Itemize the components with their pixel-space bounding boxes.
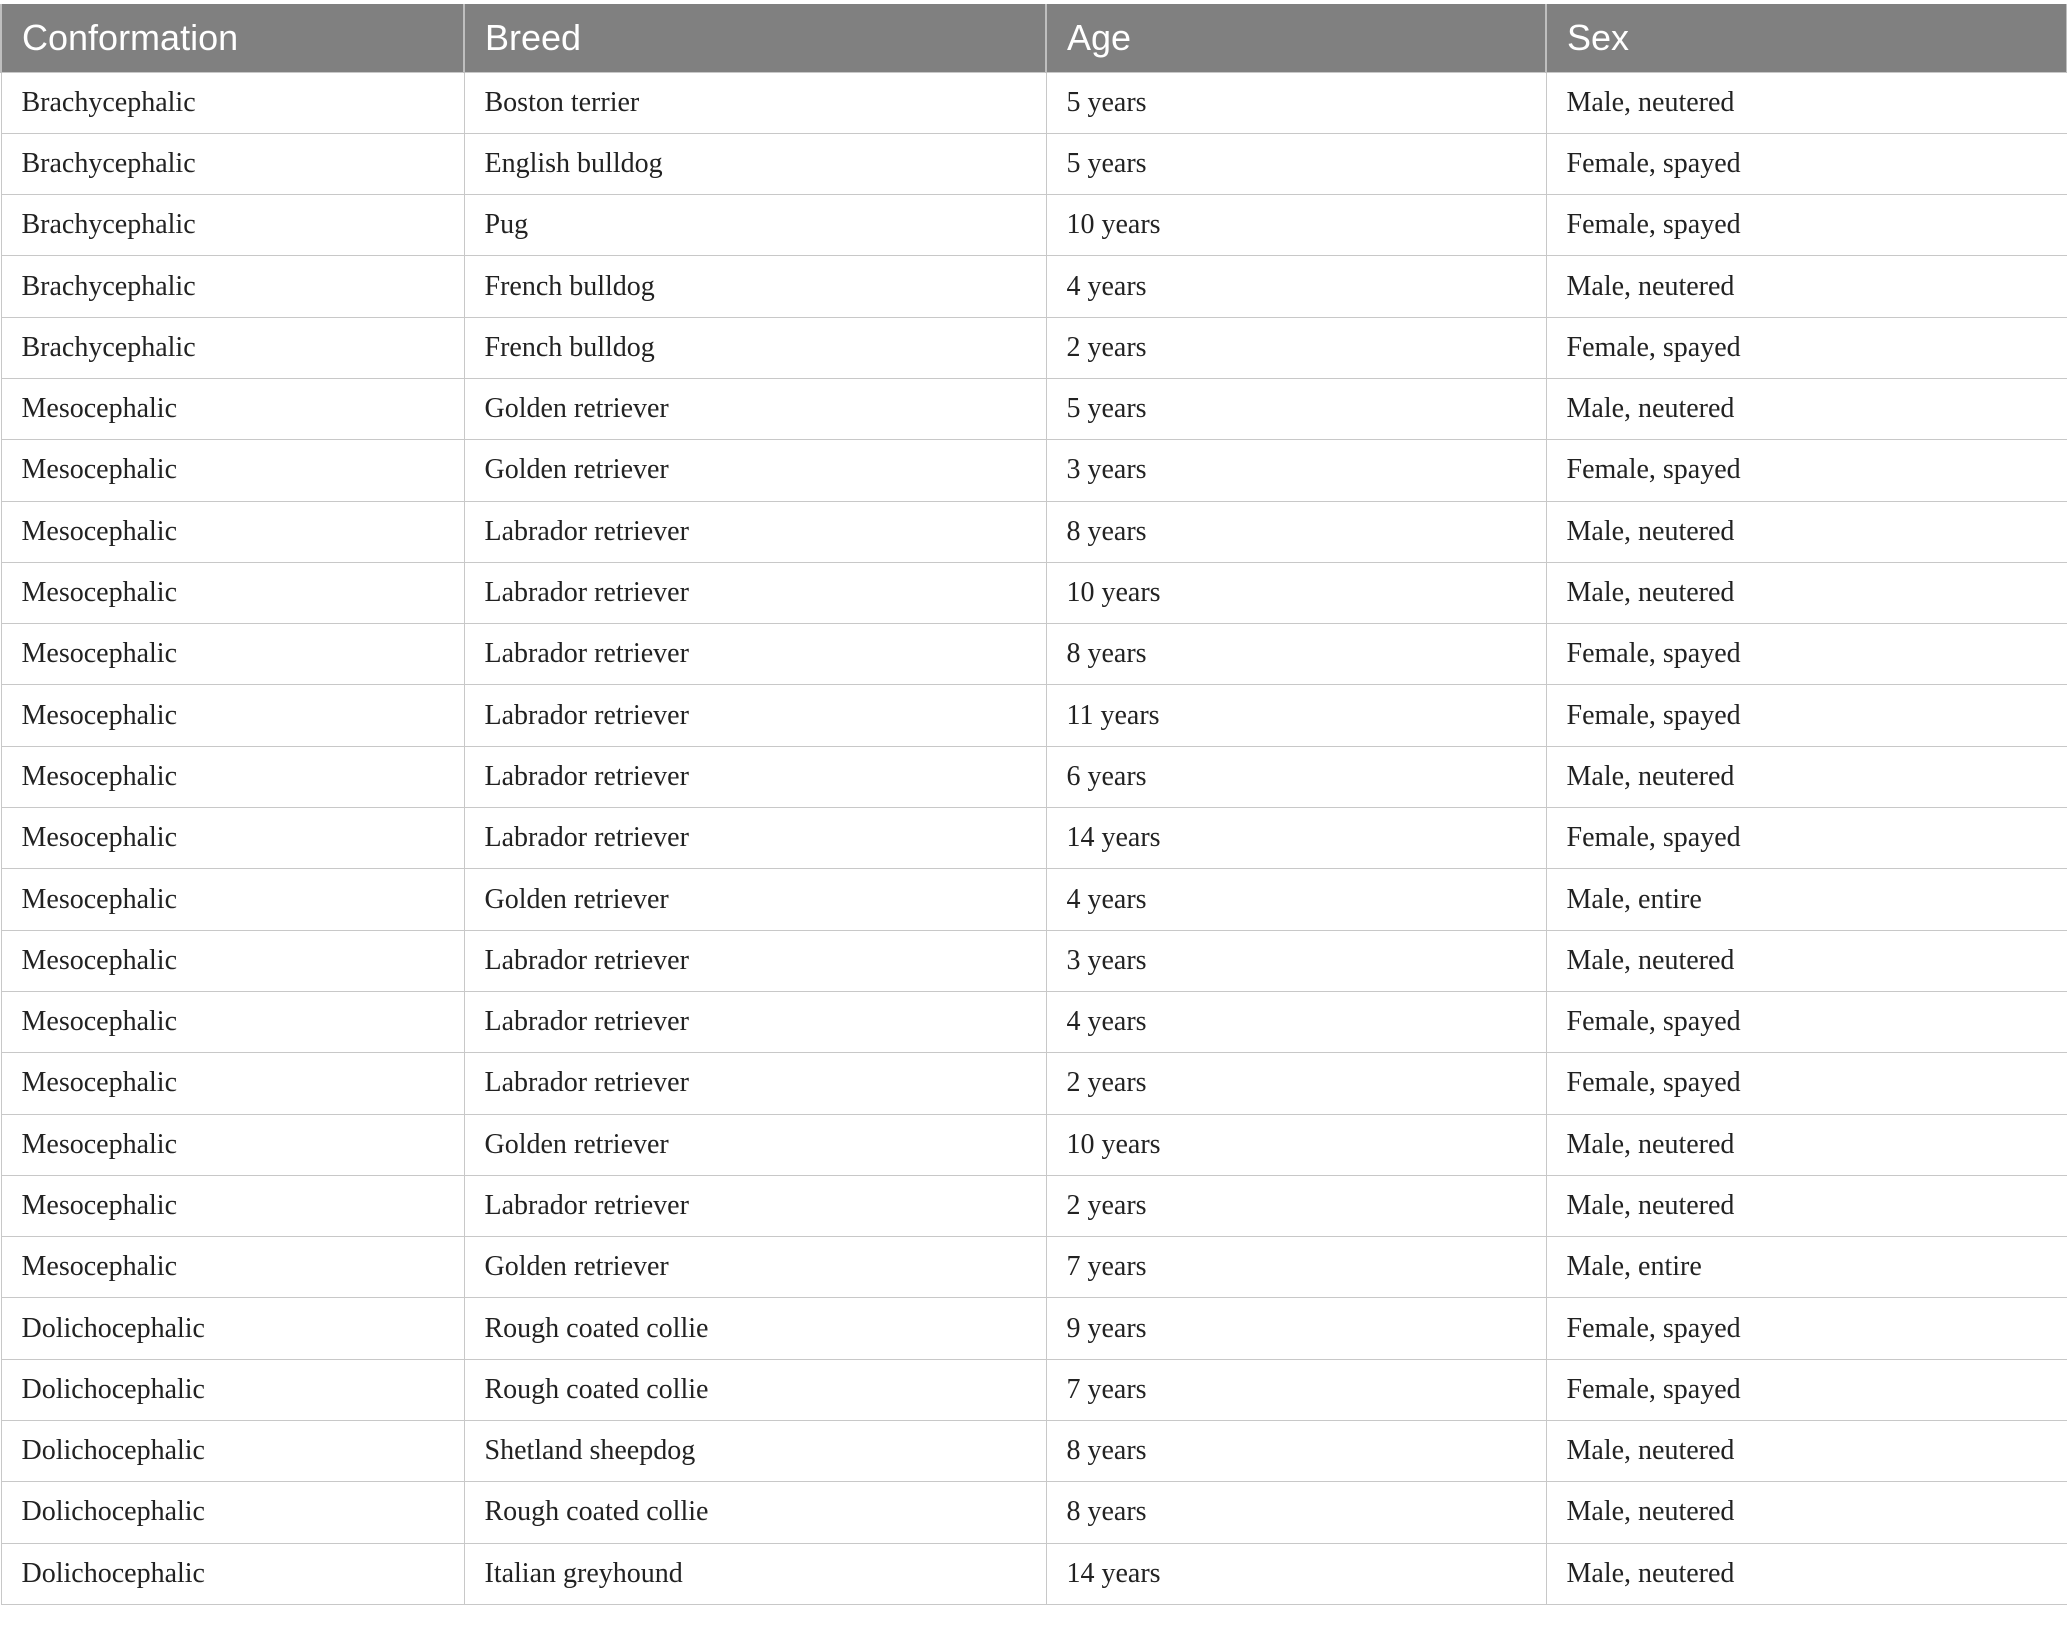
table-row xyxy=(1,624,2067,685)
cell-sex: Male, neutered xyxy=(1546,501,2067,562)
cell-breed: Rough coated collie xyxy=(464,1298,1046,1359)
cell-conformation: Brachycephalic xyxy=(1,72,464,133)
cell-conformation: Mesocephalic xyxy=(1,991,464,1052)
cell-conformation: Mesocephalic xyxy=(1,869,464,930)
cell-breed: Labrador retriever xyxy=(464,562,1046,623)
table-row xyxy=(1,1543,2067,1604)
header-sex: Sex xyxy=(1546,4,2067,72)
cell-age: 5 years xyxy=(1046,72,1546,133)
cell-conformation: Mesocephalic xyxy=(1,1114,464,1175)
table-row xyxy=(1,501,2067,562)
table-row xyxy=(1,317,2067,378)
header-breed: Breed xyxy=(464,4,1046,72)
cell-age: 4 years xyxy=(1046,991,1546,1052)
cell-breed: Golden retriever xyxy=(464,869,1046,930)
cell-sex: Female, spayed xyxy=(1546,317,2067,378)
cell-age: 7 years xyxy=(1046,1237,1546,1298)
cell-age: 2 years xyxy=(1046,317,1546,378)
cell-age: 9 years xyxy=(1046,1298,1546,1359)
cell-breed: Shetland sheepdog xyxy=(464,1421,1046,1482)
cell-conformation: Mesocephalic xyxy=(1,562,464,623)
cell-conformation: Mesocephalic xyxy=(1,685,464,746)
table-row xyxy=(1,1053,2067,1114)
table-row xyxy=(1,1237,2067,1298)
cell-sex: Male, neutered xyxy=(1546,1175,2067,1236)
cell-breed: Labrador retriever xyxy=(464,808,1046,869)
table-row xyxy=(1,133,2067,194)
cell-breed: French bulldog xyxy=(464,317,1046,378)
cell-sex: Female, spayed xyxy=(1546,808,2067,869)
cell-sex: Male, neutered xyxy=(1546,930,2067,991)
table-body xyxy=(1,72,2067,1604)
cell-age: 5 years xyxy=(1046,378,1546,439)
cell-sex: Female, spayed xyxy=(1546,1053,2067,1114)
cell-age: 8 years xyxy=(1046,1421,1546,1482)
cell-age: 5 years xyxy=(1046,133,1546,194)
header-age: Age xyxy=(1046,4,1546,72)
cell-conformation: Mesocephalic xyxy=(1,1237,464,1298)
cell-sex: Female, spayed xyxy=(1546,624,2067,685)
table-row xyxy=(1,1482,2067,1543)
cell-sex: Male, neutered xyxy=(1546,1482,2067,1543)
cell-conformation: Dolichocephalic xyxy=(1,1543,464,1604)
cell-age: 10 years xyxy=(1046,1114,1546,1175)
header-row xyxy=(1,4,2067,72)
cell-breed: English bulldog xyxy=(464,133,1046,194)
cell-age: 14 years xyxy=(1046,1543,1546,1604)
cell-sex: Male, neutered xyxy=(1546,1421,2067,1482)
table-header xyxy=(1,4,2067,72)
cell-age: 6 years xyxy=(1046,746,1546,807)
table-row xyxy=(1,1421,2067,1482)
cell-breed: Rough coated collie xyxy=(464,1359,1046,1420)
cell-breed: Golden retriever xyxy=(464,1237,1046,1298)
cell-sex: Female, spayed xyxy=(1546,195,2067,256)
table-row xyxy=(1,1298,2067,1359)
cell-conformation: Mesocephalic xyxy=(1,624,464,685)
cell-conformation: Brachycephalic xyxy=(1,317,464,378)
cell-sex: Male, neutered xyxy=(1546,562,2067,623)
cell-conformation: Dolichocephalic xyxy=(1,1359,464,1420)
table-row xyxy=(1,685,2067,746)
cell-breed: Golden retriever xyxy=(464,440,1046,501)
cell-sex: Male, entire xyxy=(1546,1237,2067,1298)
table-row xyxy=(1,72,2067,133)
table-row xyxy=(1,256,2067,317)
cell-breed: Labrador retriever xyxy=(464,685,1046,746)
cell-conformation: Mesocephalic xyxy=(1,1053,464,1114)
table-row xyxy=(1,562,2067,623)
cell-age: 2 years xyxy=(1046,1175,1546,1236)
table-row xyxy=(1,930,2067,991)
cell-sex: Male, neutered xyxy=(1546,378,2067,439)
cell-breed: Golden retriever xyxy=(464,1114,1046,1175)
cell-sex: Male, neutered xyxy=(1546,72,2067,133)
cell-age: 4 years xyxy=(1046,869,1546,930)
cell-age: 14 years xyxy=(1046,808,1546,869)
table-row xyxy=(1,1114,2067,1175)
header-conformation: Conformation xyxy=(1,4,464,72)
cell-conformation: Mesocephalic xyxy=(1,930,464,991)
cell-sex: Female, spayed xyxy=(1546,133,2067,194)
cell-conformation: Dolichocephalic xyxy=(1,1298,464,1359)
cell-sex: Female, spayed xyxy=(1546,685,2067,746)
cell-conformation: Mesocephalic xyxy=(1,746,464,807)
cell-breed: Labrador retriever xyxy=(464,1175,1046,1236)
cell-age: 8 years xyxy=(1046,501,1546,562)
cell-age: 10 years xyxy=(1046,195,1546,256)
cell-age: 3 years xyxy=(1046,440,1546,501)
table-row xyxy=(1,440,2067,501)
cell-age: 7 years xyxy=(1046,1359,1546,1420)
cell-age: 8 years xyxy=(1046,624,1546,685)
cell-breed: Labrador retriever xyxy=(464,746,1046,807)
cell-age: 3 years xyxy=(1046,930,1546,991)
cell-breed: Italian greyhound xyxy=(464,1543,1046,1604)
cell-conformation: Mesocephalic xyxy=(1,440,464,501)
cell-age: 11 years xyxy=(1046,685,1546,746)
table-row xyxy=(1,378,2067,439)
dog-table xyxy=(0,4,2067,1605)
cell-conformation: Brachycephalic xyxy=(1,133,464,194)
table-row xyxy=(1,746,2067,807)
cell-breed: Rough coated collie xyxy=(464,1482,1046,1543)
table-row xyxy=(1,869,2067,930)
cell-breed: Labrador retriever xyxy=(464,1053,1046,1114)
cell-conformation: Mesocephalic xyxy=(1,501,464,562)
cell-age: 10 years xyxy=(1046,562,1546,623)
cell-conformation: Brachycephalic xyxy=(1,256,464,317)
cell-conformation: Dolichocephalic xyxy=(1,1482,464,1543)
cell-breed: Golden retriever xyxy=(464,378,1046,439)
cell-conformation: Dolichocephalic xyxy=(1,1421,464,1482)
cell-sex: Male, neutered xyxy=(1546,746,2067,807)
cell-sex: Male, neutered xyxy=(1546,256,2067,317)
cell-breed: Labrador retriever xyxy=(464,624,1046,685)
cell-conformation: Mesocephalic xyxy=(1,808,464,869)
cell-age: 2 years xyxy=(1046,1053,1546,1114)
table-row xyxy=(1,195,2067,256)
cell-sex: Male, entire xyxy=(1546,869,2067,930)
table-row xyxy=(1,808,2067,869)
cell-breed: Labrador retriever xyxy=(464,930,1046,991)
cell-conformation: Mesocephalic xyxy=(1,378,464,439)
cell-conformation: Brachycephalic xyxy=(1,195,464,256)
cell-breed: French bulldog xyxy=(464,256,1046,317)
cell-sex: Male, neutered xyxy=(1546,1114,2067,1175)
table-row xyxy=(1,1359,2067,1420)
cell-breed: Boston terrier xyxy=(464,72,1046,133)
data-table-container xyxy=(0,4,2066,1605)
cell-age: 4 years xyxy=(1046,256,1546,317)
table-row xyxy=(1,1175,2067,1236)
cell-breed: Pug xyxy=(464,195,1046,256)
cell-sex: Female, spayed xyxy=(1546,1359,2067,1420)
cell-sex: Female, spayed xyxy=(1546,1298,2067,1359)
table-row xyxy=(1,991,2067,1052)
cell-sex: Male, neutered xyxy=(1546,1543,2067,1604)
cell-conformation: Mesocephalic xyxy=(1,1175,464,1236)
cell-sex: Female, spayed xyxy=(1546,440,2067,501)
cell-sex: Female, spayed xyxy=(1546,991,2067,1052)
cell-breed: Labrador retriever xyxy=(464,501,1046,562)
cell-breed: Labrador retriever xyxy=(464,991,1046,1052)
cell-age: 8 years xyxy=(1046,1482,1546,1543)
